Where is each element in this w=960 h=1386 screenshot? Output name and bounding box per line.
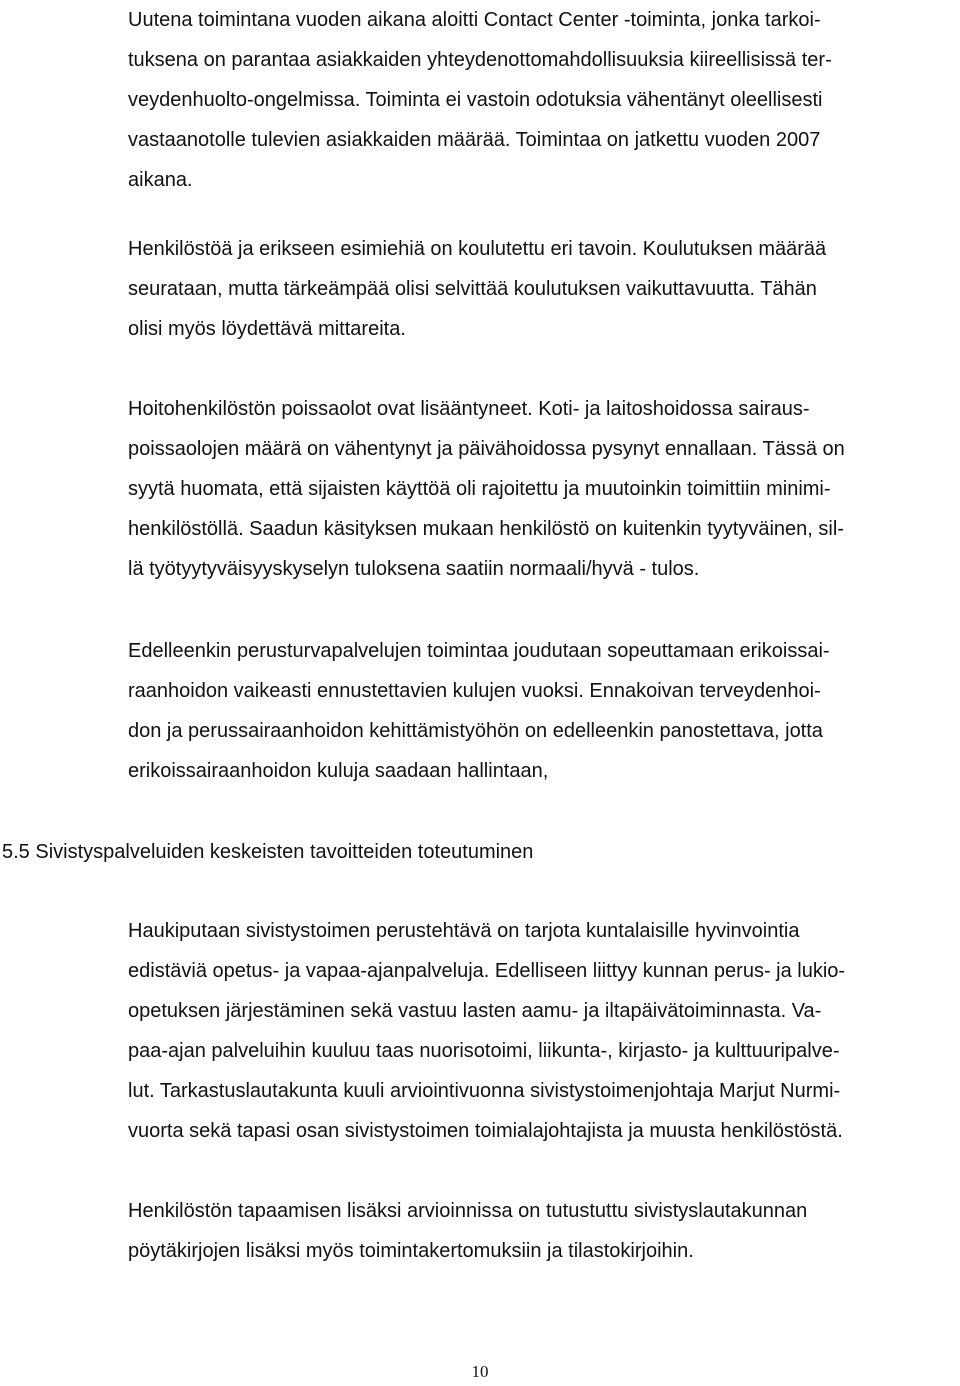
paragraph-education-services [128, 911, 960, 1151]
text-line: Henkilöstöä ja erikseen esimiehiä on koulutettu eri tavoin. Koulutuksen määrää [128, 238, 827, 260]
text-line: veydenhuolto-ongelmissa. Toiminta ei vastoin odotuksia vähentänyt oleellisesti [128, 89, 823, 111]
text-line: aikana. [128, 169, 193, 191]
text-line: tuksena on parantaa asiakkaiden yhteydenottomahdollisuuksia kiireellisissä ter- [128, 49, 832, 71]
page-number: 10 [471, 1362, 489, 1381]
text-line: Haukiputaan sivistystoimen perustehtävä on tarjota kuntalaisille hyvinvointia [128, 920, 800, 942]
paragraph-staff-meeting [128, 1191, 960, 1271]
text-line: poissaolojen määrä on vähentynyt ja päivähoidossa pysynyt ennallaan. Tässä on [128, 438, 845, 460]
text-line: Henkilöstön tapaamisen lisäksi arvioinnissa on tutustuttu sivistyslautakunnan [128, 1200, 808, 1222]
paragraph-specialist-care [128, 631, 960, 791]
text-line: paa-ajan palveluihin kuuluu taas nuorisotoimi, liikunta-, kirjasto- ja kulttuuripalve- [128, 1040, 840, 1062]
text-line: erikoissairaanhoidon kuluja saadaan hallintaan, [128, 760, 549, 782]
text-line: seurataan, mutta tärkeämpää olisi selvittää koulutuksen vaikuttavuutta. Tähän [128, 278, 817, 300]
paragraph-training [128, 229, 960, 349]
text-line: opetuksen järjestäminen sekä vastuu lasten aamu- ja iltapäivätoiminnasta. Va- [128, 1000, 822, 1022]
paragraph-contact-center [128, 0, 960, 200]
text-line: olisi myös löydettävä mittareita. [128, 318, 406, 340]
text-line: Uutena toimintana vuoden aikana aloitti Contact Center -toiminta, jonka tarkoi- [128, 9, 821, 31]
text-line: Edelleenkin perusturvapalvelujen toimintaa joudutaan sopeuttamaan erikoissai- [128, 640, 830, 662]
text-line: raanhoidon vaikeasti ennustettavien kulujen vuoksi. Ennakoivan terveydenhoi- [128, 680, 821, 702]
text-line: lut. Tarkastuslautakunta kuuli arviointivuonna sivistystoimenjohtaja Marjut Nurmi- [128, 1080, 841, 1102]
text-line: vastaanotolle tulevien asiakkaiden määrää. Toimintaa on jatkettu vuoden 2007 [128, 129, 821, 151]
text-line: lä työtyytyväisyyskyselyn tuloksena saatiin normaali/hyvä - tulos. [128, 558, 700, 580]
text-line: henkilöstöllä. Saadun käsityksen mukaan henkilöstö on kuitenkin tyytyväinen, sil- [128, 518, 844, 540]
section-heading: 5.5 Sivistyspalveluiden keskeisten tavoitteiden toteutuminen [2, 841, 534, 863]
text-line: don ja perussairaanhoidon kehittämistyöhön on edelleenkin panostettava, jotta [128, 720, 823, 742]
text-line: pöytäkirjojen lisäksi myös toimintakertomuksiin ja tilastokirjoihin. [128, 1240, 694, 1262]
text-line: syytä huomata, että sijaisten käyttöä oli rajoitettu ja muutoinkin toimittiin minimi- [128, 478, 831, 500]
text-line: Hoitohenkilöstön poissaolot ovat lisääntyneet. Koti- ja laitoshoidossa sairaus- [128, 398, 810, 420]
paragraph-absences [128, 389, 960, 589]
text-line: edistäviä opetus- ja vapaa-ajanpalveluja. Edelliseen liittyy kunnan perus- ja lukio- [128, 960, 846, 982]
text-line: vuorta sekä tapasi osan sivistystoimen toimialajohtajista ja muusta henkilöstöstä. [128, 1120, 843, 1142]
